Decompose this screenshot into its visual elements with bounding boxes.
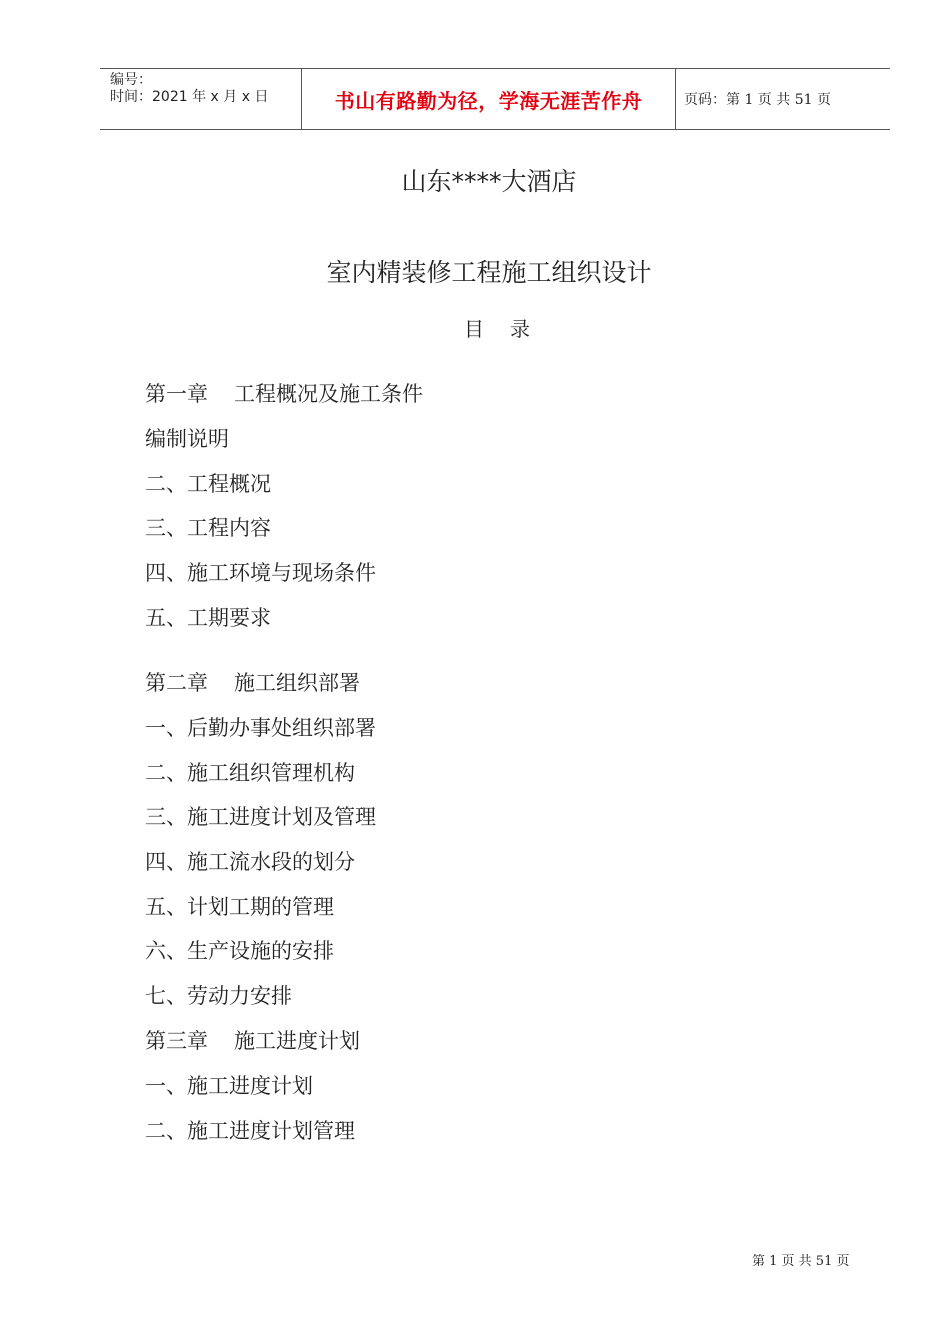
toc-chapter-3	[145, 1025, 360, 1055]
document-subtitle: 室内精装修工程施工组织设计	[326, 258, 652, 287]
toc-item: 七、劳动力安排	[145, 984, 292, 1008]
toc-heading-left: 目	[464, 317, 484, 341]
header-meta-cell	[100, 69, 302, 129]
page-header	[100, 68, 890, 130]
chapter-3-label: 第三章	[145, 1029, 208, 1053]
toc-item: 三、施工进度计划及管理	[145, 805, 376, 829]
time-label: 时间：2021 年 x 月 x 日	[110, 89, 269, 105]
toc-heading-right: 录	[510, 317, 530, 341]
toc-item: 五、工期要求	[145, 606, 271, 630]
toc-heading	[0, 313, 950, 342]
toc-item: 编制说明	[145, 427, 229, 451]
chapter-2-title: 施工组织部署	[234, 671, 360, 695]
header-page-label: 页码：第 1 页 共 51 页	[684, 92, 831, 108]
toc-item: 一、施工进度计划	[145, 1074, 313, 1098]
toc-item: 二、施工进度计划管理	[145, 1119, 355, 1143]
document-title: 山东****大酒店	[401, 167, 577, 196]
toc-item: 六、生产设施的安排	[145, 939, 334, 963]
toc-chapter-1	[145, 378, 423, 408]
chapter-1-label: 第一章	[145, 382, 208, 406]
page-footer: 第 1 页 共 51 页	[752, 1254, 850, 1269]
serial-label: 编号：	[110, 72, 152, 88]
toc-item: 二、工程概况	[145, 472, 271, 496]
header-motto: 书山有路勤为径，学海无涯苦作舟	[302, 69, 676, 129]
toc-item: 四、施工流水段的划分	[145, 850, 355, 874]
chapter-2-label: 第二章	[145, 671, 208, 695]
toc-item: 一、后勤办事处组织部署	[145, 716, 376, 740]
chapter-1-title: 工程概况及施工条件	[234, 382, 423, 406]
toc-item: 五、计划工期的管理	[145, 895, 334, 919]
toc-item: 三、工程内容	[145, 516, 271, 540]
toc-item: 四、施工环境与现场条件	[145, 561, 376, 585]
chapter-3-title: 施工进度计划	[234, 1029, 360, 1053]
toc-chapter-2	[145, 667, 360, 697]
toc-item: 二、施工组织管理机构	[145, 761, 355, 785]
